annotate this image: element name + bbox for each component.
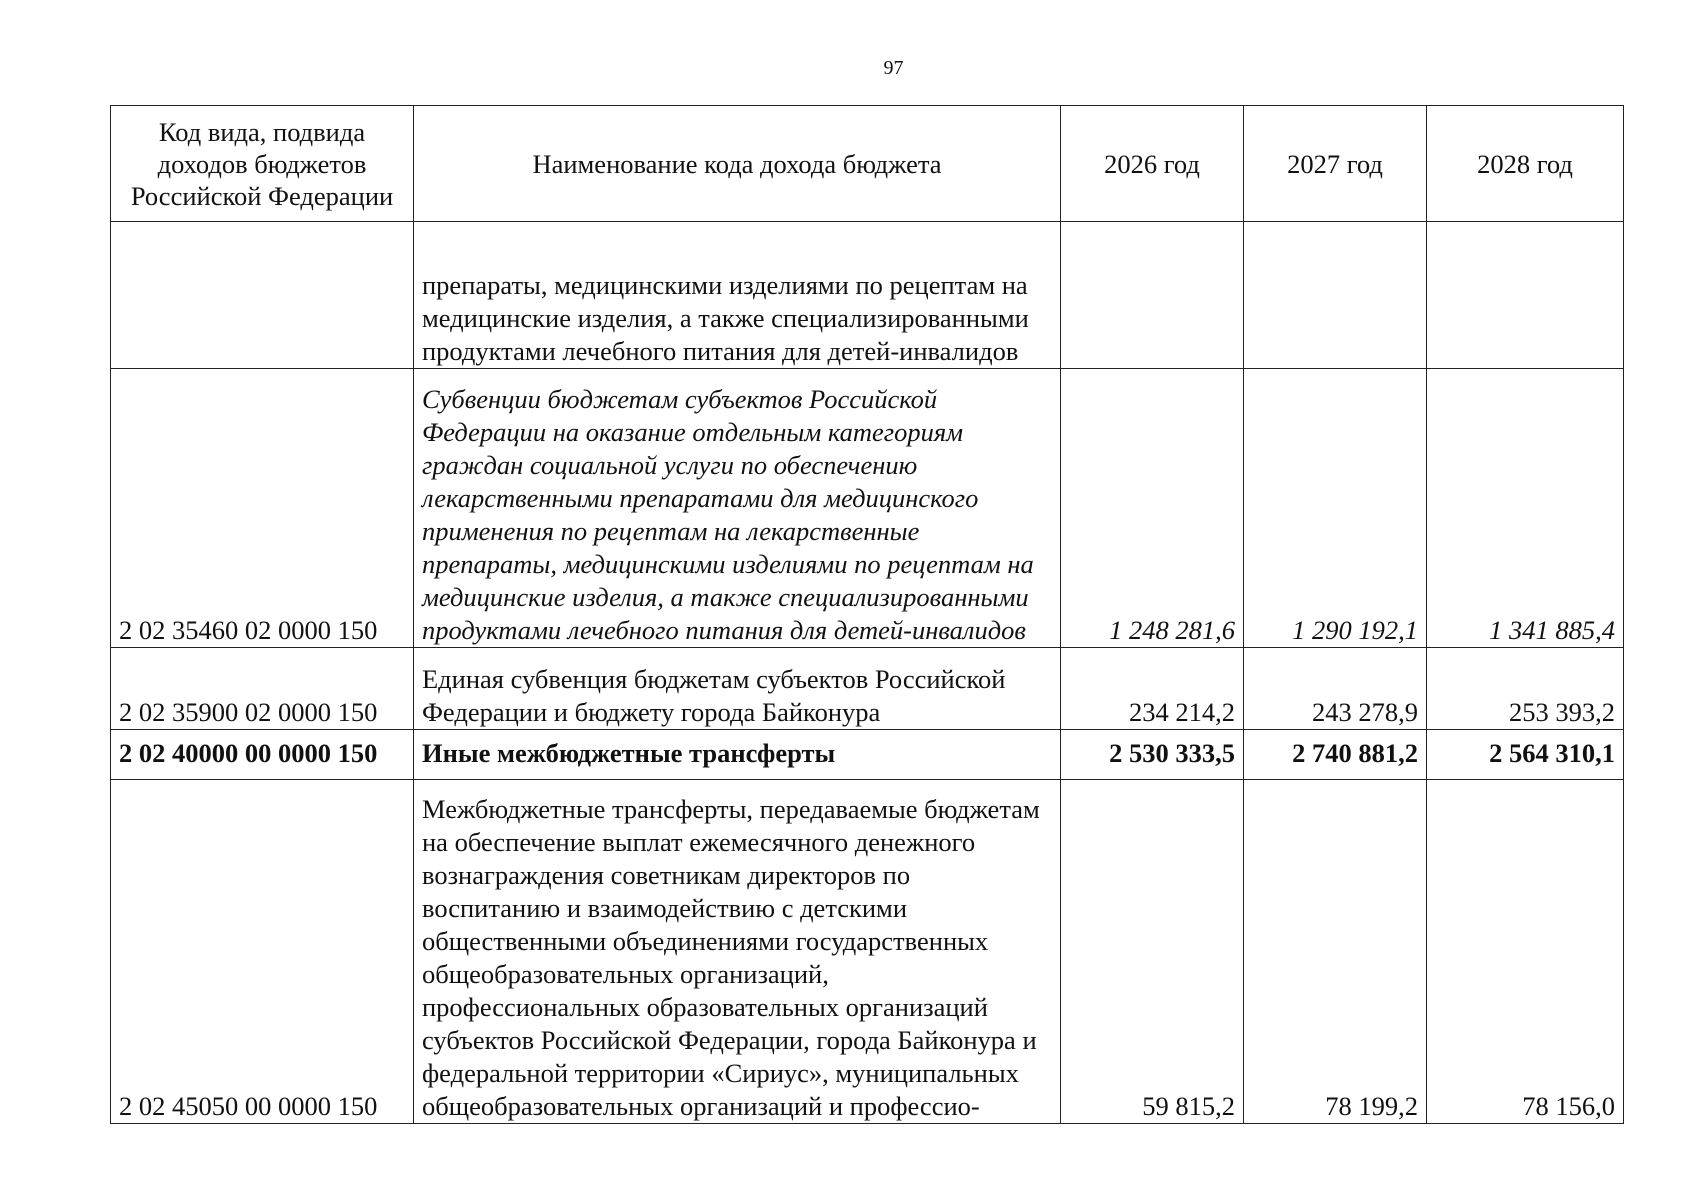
header-code: Код вида, подвида доходов бюджетов Российской Федерации xyxy=(111,106,414,222)
header-2027: 2027 год xyxy=(1244,106,1427,222)
row-value-2028: 78 156,0 xyxy=(1427,780,1624,1124)
header-2026: 2026 год xyxy=(1061,106,1244,222)
row-value-2027: 243 278,9 xyxy=(1244,648,1427,730)
row-value-2028: 2 564 310,1 xyxy=(1427,730,1624,780)
header-name: Наименование кода дохода бюджета xyxy=(414,106,1061,222)
row-value-2027: 78 199,2 xyxy=(1244,780,1427,1124)
row-code: 2 02 40000 00 0000 150 xyxy=(111,730,414,780)
row-code: 2 02 35900 02 0000 150 xyxy=(111,648,414,730)
row-value-2027 xyxy=(1244,222,1427,369)
row-code: 2 02 35460 02 0000 150 xyxy=(111,369,414,648)
table-row xyxy=(111,222,1624,369)
row-value-2028 xyxy=(1427,222,1624,369)
row-name: Иные межбюджетные трансферты xyxy=(414,730,1061,780)
row-code xyxy=(111,222,414,369)
table-row xyxy=(111,780,1624,1124)
header-2028: 2028 год xyxy=(1427,106,1624,222)
page-number: 97 xyxy=(883,57,904,79)
table-header-row xyxy=(111,106,1624,222)
table-row xyxy=(111,648,1624,730)
row-name: Межбюджетные трансферты, передаваемые бюджетам на обеспечение выплат ежемесячного денежного вознаграждения советникам директоров по воспитанию и взаимодействию с детскими общественными объединениями государственных общеобразовательных организаций, профессиональных образовательных организаций субъектов Российской Федерации, города Байконура и федеральной территории «Сириус», муниципальных общеобразовательных организаций и профессио- xyxy=(414,780,1061,1124)
row-value-2026: 234 214,2 xyxy=(1061,648,1244,730)
budget-revenue-table xyxy=(110,105,1624,1124)
row-value-2028: 1 341 885,4 xyxy=(1427,369,1624,648)
row-name: препараты, медицинскими изделиями по рецептам на медицинские изделия, а также специализированными продуктами лечебного питания для детей-инвалидов xyxy=(414,222,1061,369)
row-name: Единая субвенция бюджетам субъектов Российской Федерации и бюджету города Байконура xyxy=(414,648,1061,730)
row-value-2028: 253 393,2 xyxy=(1427,648,1624,730)
row-code: 2 02 45050 00 0000 150 xyxy=(111,780,414,1124)
row-value-2026: 2 530 333,5 xyxy=(1061,730,1244,780)
row-name: Субвенции бюджетам субъектов Российской Федерации на оказание отдельным категориям граждан социальной услуги по обеспечению лекарственными препаратами для медицинского применения по рецептам на лекарственные препараты, медицинскими изделиями по рецептам на медицинские изделия, а также специализированными продуктами лечебного питания для детей-инвалидов xyxy=(414,369,1061,648)
table-row xyxy=(111,369,1624,648)
row-value-2026 xyxy=(1061,222,1244,369)
table-row xyxy=(111,730,1624,780)
row-value-2027: 1 290 192,1 xyxy=(1244,369,1427,648)
row-value-2027: 2 740 881,2 xyxy=(1244,730,1427,780)
row-value-2026: 1 248 281,6 xyxy=(1061,369,1244,648)
row-value-2026: 59 815,2 xyxy=(1061,780,1244,1124)
